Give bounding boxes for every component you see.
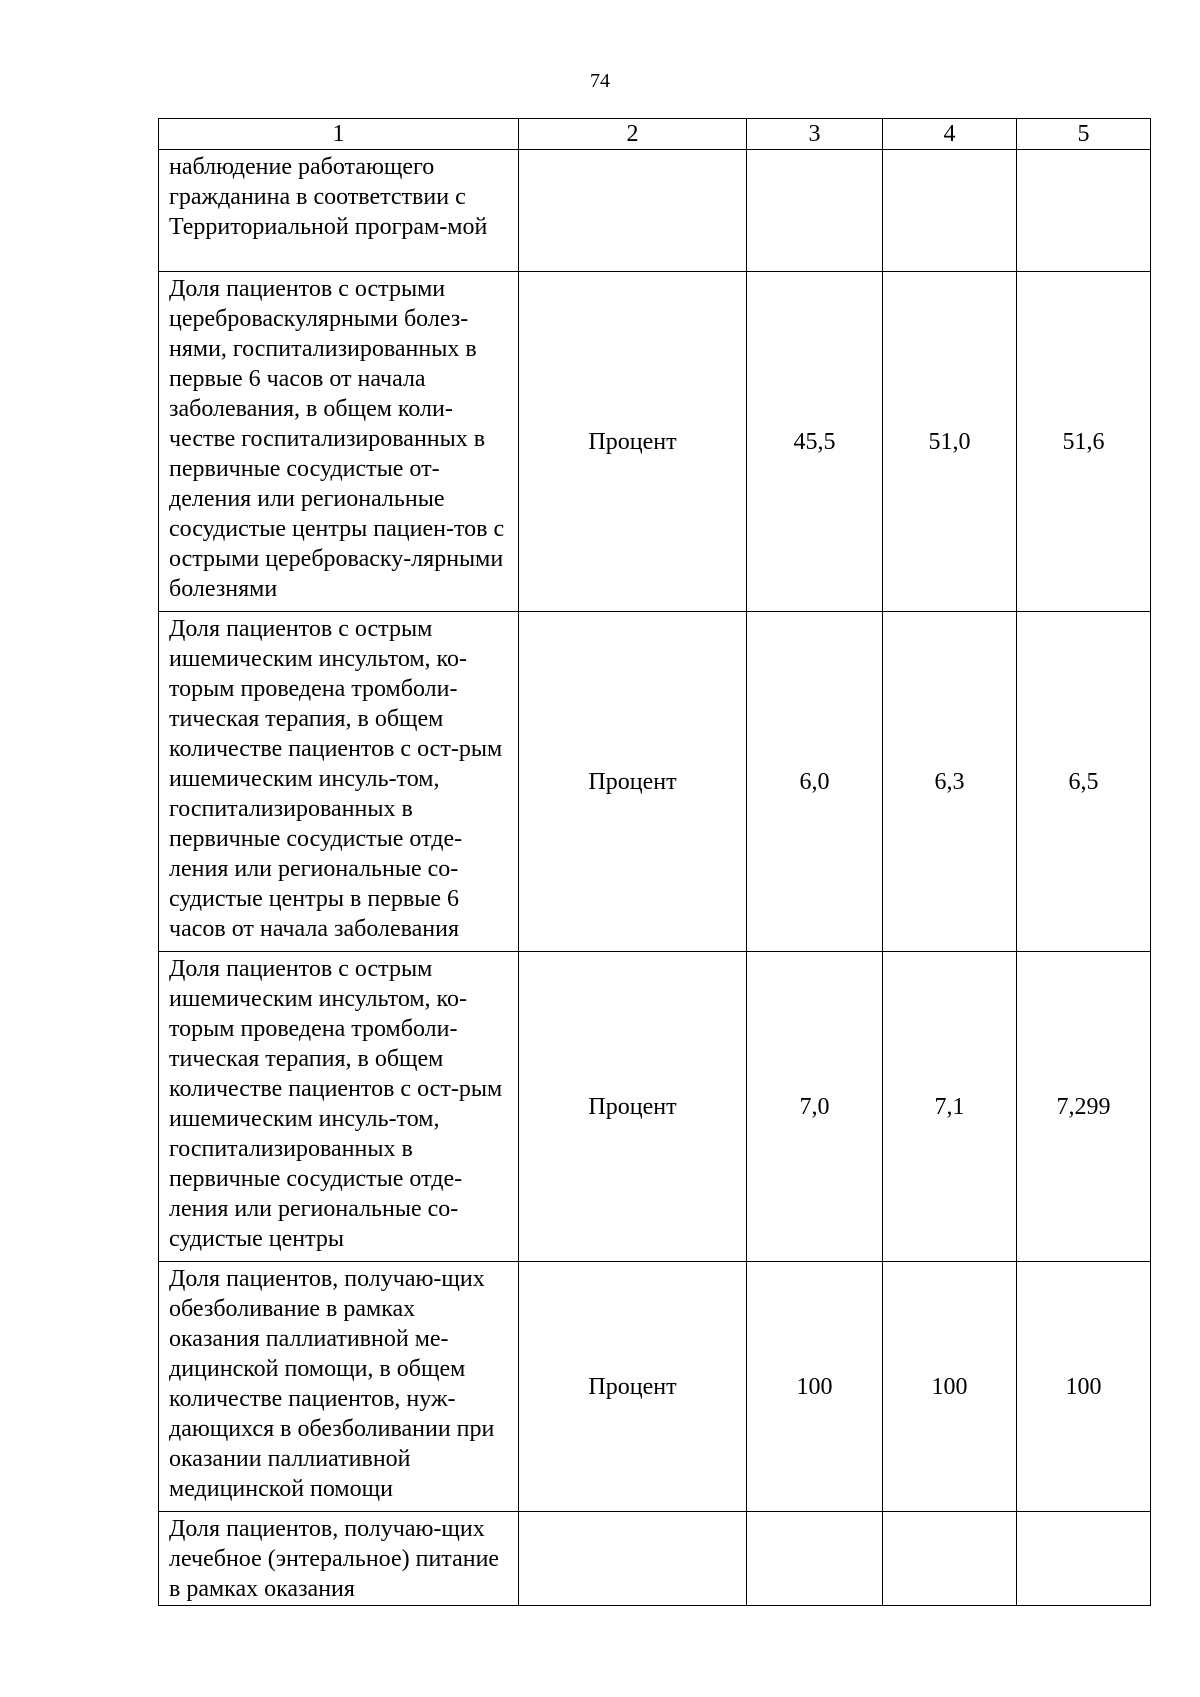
value-cell (1017, 150, 1151, 272)
column-number-header: 1 (159, 119, 519, 150)
indicator-description: Доля пациентов с острыми цереброваскулярными болез-нями, госпитализированных в первые 6 часов от начала заболевания, в общем коли-честве госпитализированных в первичные сосудистые от-деления или региональные сосудистые центры пациен-тов с острыми цереброваску-лярными болезнями (159, 272, 519, 612)
unit-cell (519, 1512, 747, 1606)
value-cell: 51,6 (1017, 272, 1151, 612)
table-row (159, 612, 1151, 952)
column-number-header: 5 (1017, 119, 1151, 150)
value-cell: 7,299 (1017, 952, 1151, 1262)
value-cell (883, 1512, 1017, 1606)
value-cell: 6,3 (883, 612, 1017, 952)
column-number-header: 4 (883, 119, 1017, 150)
indicator-description: наблюдение работающего гражданина в соответствии с Территориальной програм-мой (159, 150, 519, 272)
value-cell (1017, 1512, 1151, 1606)
value-cell: 100 (1017, 1262, 1151, 1512)
indicator-description: Доля пациентов с острым ишемическим инсультом, ко-торым проведена тромболи-тическая терапия, в общем количестве пациентов с ост-рым ишемическим инсуль-том, госпитализированных в первичные сосудистые отде-ления или региональные со-судистые центры (159, 952, 519, 1262)
unit-cell: Процент (519, 272, 747, 612)
value-cell: 6,5 (1017, 612, 1151, 952)
table-row (159, 1512, 1151, 1606)
unit-cell: Процент (519, 1262, 747, 1512)
value-cell: 100 (747, 1262, 883, 1512)
unit-cell: Процент (519, 612, 747, 952)
value-cell: 7,1 (883, 952, 1017, 1262)
table-header-row (159, 119, 1151, 150)
value-cell (747, 1512, 883, 1606)
value-cell (747, 150, 883, 272)
value-cell: 100 (883, 1262, 1017, 1512)
value-cell (883, 150, 1017, 272)
indicator-description: Доля пациентов, получаю-щих лечебное (энтеральное) питание в рамках оказания (159, 1512, 519, 1606)
column-number-header: 3 (747, 119, 883, 150)
column-number-header: 2 (519, 119, 747, 150)
table-row (159, 952, 1151, 1262)
table-row (159, 150, 1151, 272)
value-cell: 6,0 (747, 612, 883, 952)
value-cell: 51,0 (883, 272, 1017, 612)
unit-cell: Процент (519, 952, 747, 1262)
unit-cell (519, 150, 747, 272)
table-row (159, 272, 1151, 612)
value-cell: 45,5 (747, 272, 883, 612)
indicators-table (158, 118, 1151, 1606)
table-row (159, 1262, 1151, 1512)
page-number: 74 (590, 70, 610, 92)
indicator-description: Доля пациентов с острым ишемическим инсультом, ко-торым проведена тромболи-тическая терапия, в общем количестве пациентов с ост-рым ишемическим инсуль-том, госпитализированных в первичные сосудистые отде-ления или региональные со-судистые центры в первые 6 часов от начала заболевания (159, 612, 519, 952)
indicator-description: Доля пациентов, получаю-щих обезболивание в рамках оказания паллиативной ме-дицинской помощи, в общем количестве пациентов, нуж-дающихся в обезболивании при оказании паллиативной медицинской помощи (159, 1262, 519, 1512)
value-cell: 7,0 (747, 952, 883, 1262)
